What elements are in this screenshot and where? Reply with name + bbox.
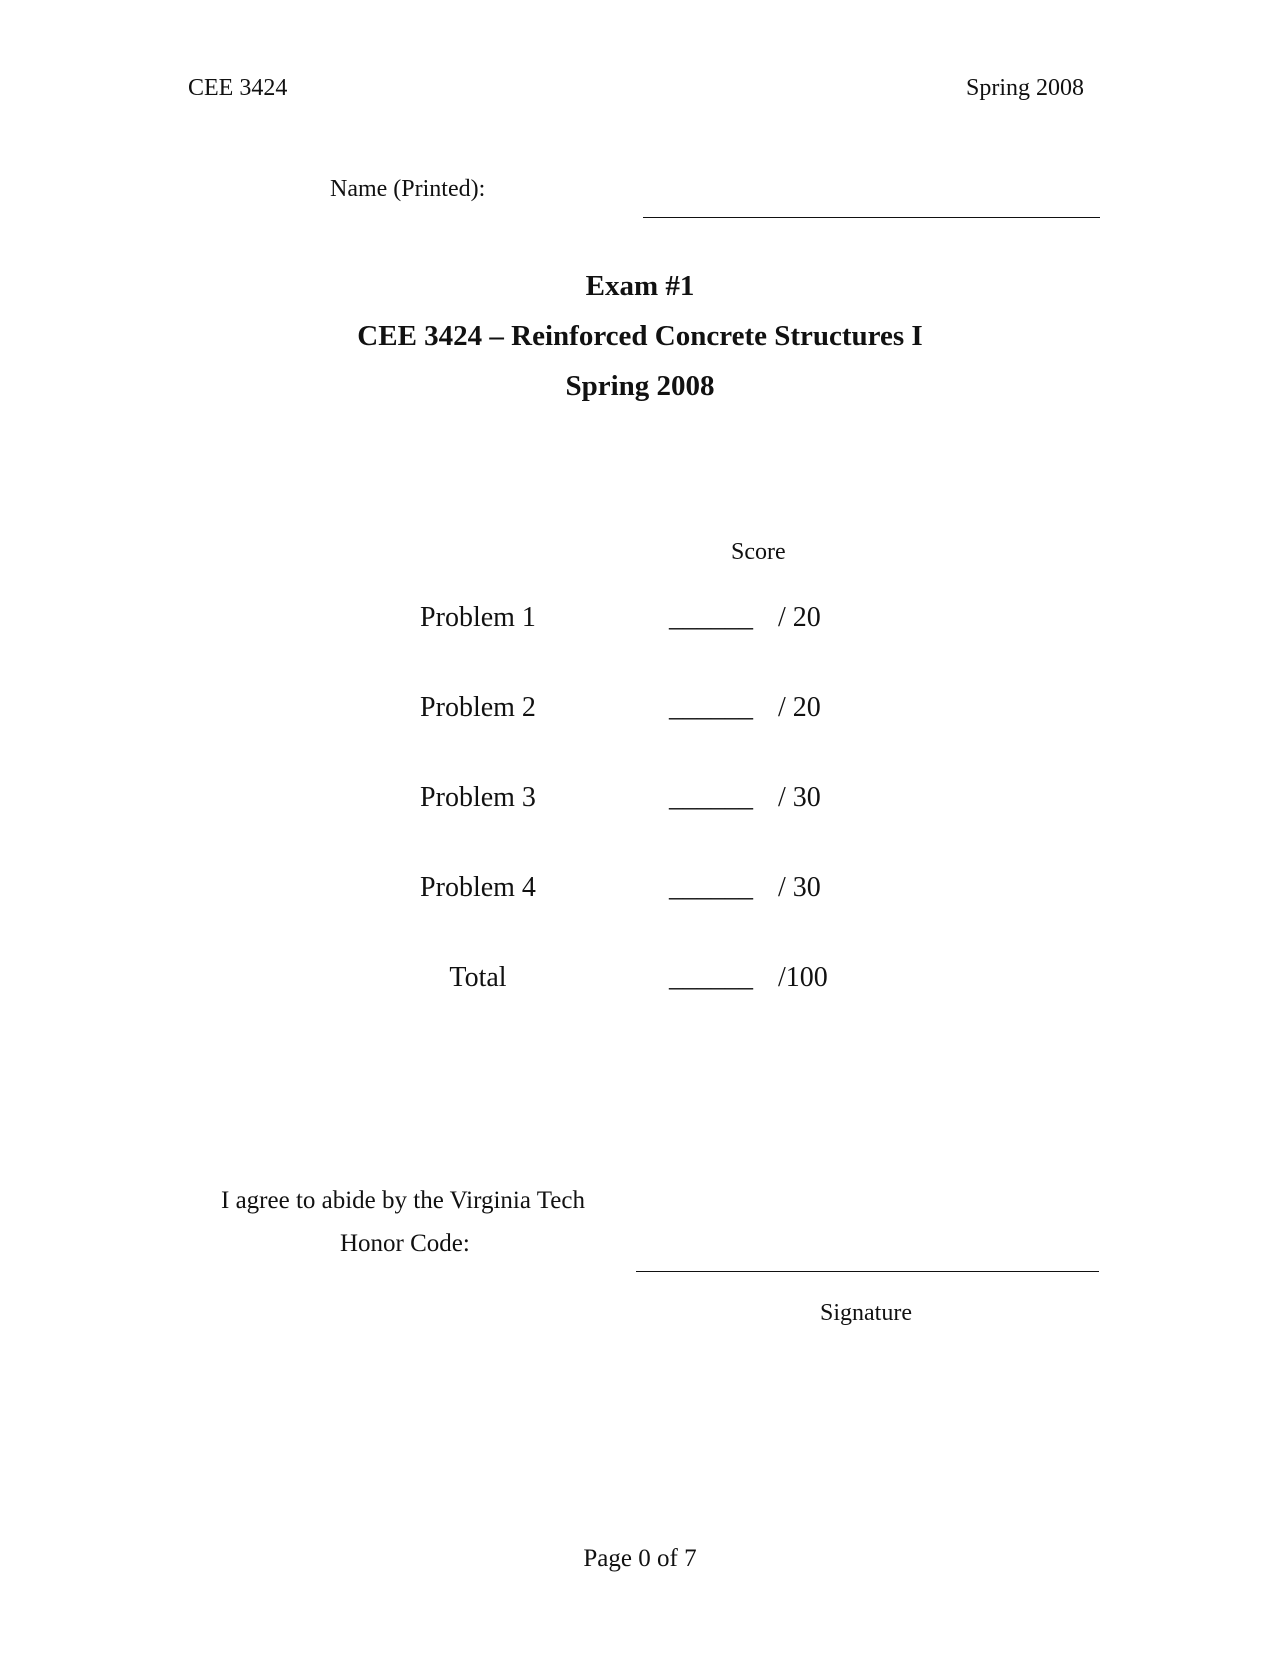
total-blank: ______ bbox=[669, 962, 753, 993]
page-number: Page 0 of 7 bbox=[583, 1545, 697, 1572]
score-blank: ______ bbox=[669, 872, 753, 903]
score-max: / 30 bbox=[778, 872, 821, 903]
score-header: Score bbox=[731, 539, 786, 565]
total-label: Total bbox=[449, 962, 507, 993]
score-blank: ______ bbox=[669, 782, 753, 813]
problem-label: Problem 1 bbox=[420, 602, 536, 633]
score-blank: ______ bbox=[669, 602, 753, 633]
course-title: CEE 3424 – Reinforced Concrete Structures I bbox=[357, 320, 923, 352]
score-max: / 30 bbox=[778, 782, 821, 813]
total-max: /100 bbox=[778, 962, 828, 993]
header-course: CEE 3424 bbox=[188, 75, 288, 101]
score-max: / 20 bbox=[778, 602, 821, 633]
score-blank: ______ bbox=[669, 692, 753, 723]
problem-label: Problem 2 bbox=[420, 692, 536, 723]
name-label: Name (Printed): bbox=[330, 176, 486, 202]
exam-title: Exam #1 bbox=[585, 270, 695, 302]
honor-code-label: Honor Code: bbox=[340, 1230, 470, 1257]
signature-label: Signature bbox=[820, 1300, 912, 1326]
honor-code-text: I agree to abide by the Virginia Tech bbox=[221, 1187, 585, 1214]
term-title: Spring 2008 bbox=[565, 370, 715, 402]
problem-label: Problem 3 bbox=[420, 782, 536, 813]
score-max: / 20 bbox=[778, 692, 821, 723]
name-line bbox=[643, 217, 1100, 218]
header-term: Spring 2008 bbox=[966, 75, 1085, 101]
problem-label: Problem 4 bbox=[420, 872, 536, 903]
signature-line bbox=[636, 1271, 1099, 1272]
